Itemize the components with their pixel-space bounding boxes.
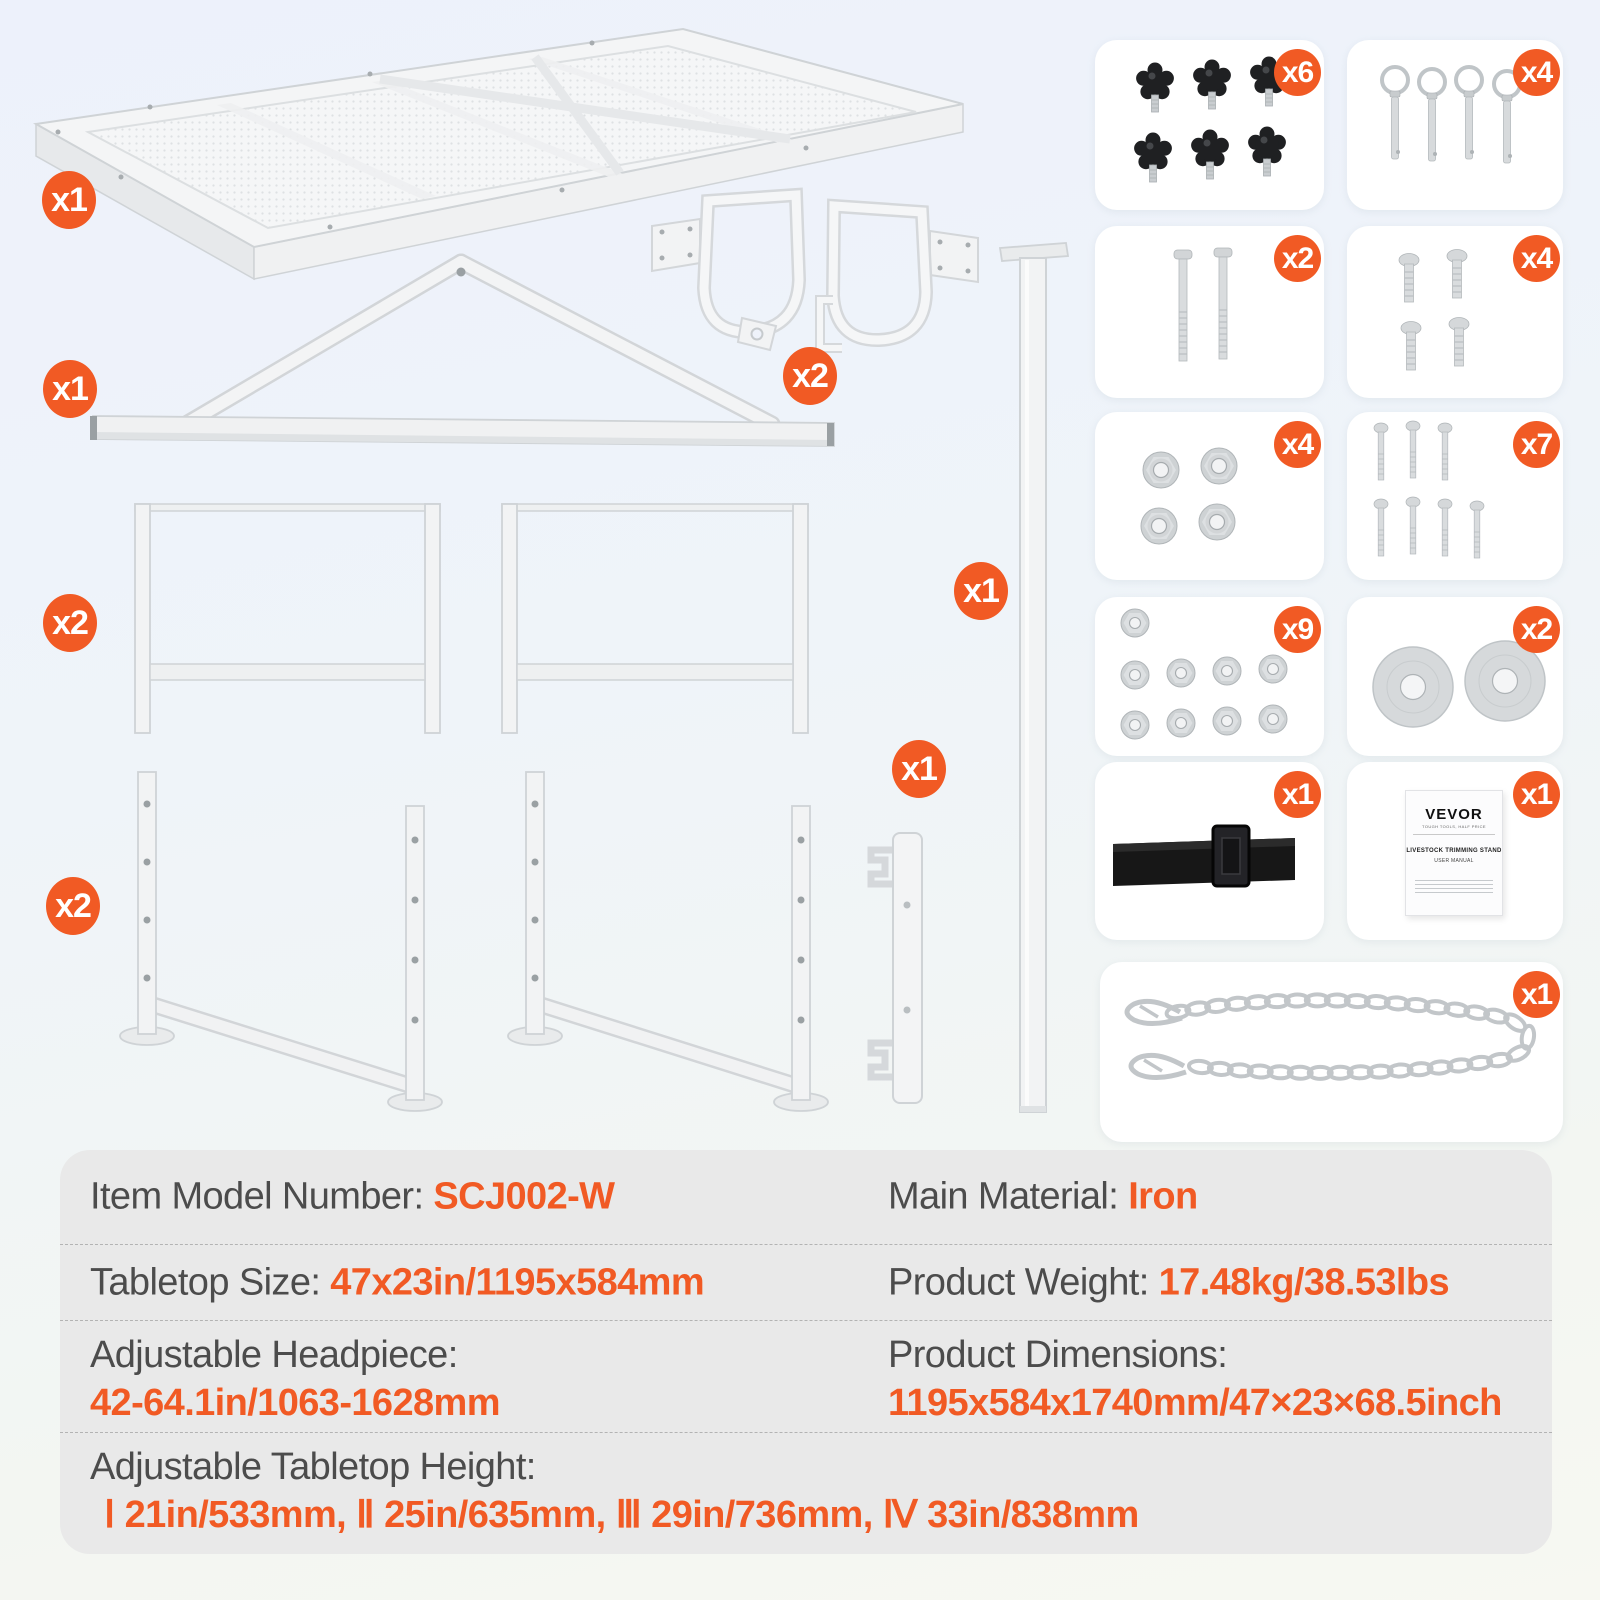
hardware-count-badge: x4 <box>1274 421 1321 468</box>
hardware-count-badge: x2 <box>1513 606 1560 653</box>
spec-label: Item Model Number: <box>90 1175 434 1218</box>
spec-label: Adjustable Tabletop Height: <box>90 1446 536 1488</box>
hardware-card-lock-nuts <box>1095 597 1324 756</box>
spec-label: Adjustable Headpiece: <box>90 1334 458 1376</box>
spec-label: Product Dimensions: <box>888 1334 1228 1376</box>
mesh-tabletop <box>36 29 963 279</box>
spec-table <box>60 1150 1552 1554</box>
spec-value: Ⅰ 21in/533mm, Ⅱ 25in/635mm, Ⅲ 29in/736mm, Ⅳ 33in/838mm <box>104 1494 1139 1536</box>
spec-weight <box>888 1261 1449 1304</box>
hardware-card-star-knobs <box>1095 40 1324 210</box>
spec-value: 42-64.1in/1063-1628mm <box>90 1382 500 1424</box>
spec-row-headpiece-dimensions <box>60 1320 1552 1432</box>
part-count-badge-support-pole: x1 <box>954 562 1008 620</box>
spec-value: 1195x584x1740mm/47×23×68.5inch <box>888 1382 1502 1424</box>
hardware-card-chain <box>1100 962 1563 1142</box>
chain-icon <box>1100 962 1563 1142</box>
upper-leg-frames <box>135 504 808 733</box>
center-support-pole <box>1000 243 1068 1112</box>
hardware-card-flange-nuts <box>1095 412 1324 580</box>
spec-label: Tabletop Size: <box>90 1261 331 1303</box>
hardware-count-badge: x6 <box>1274 49 1321 96</box>
manual-divider <box>1413 834 1495 835</box>
part-count-badge-upper-leg-frames: x2 <box>43 594 97 652</box>
hardware-count-badge: x9 <box>1274 606 1321 653</box>
manual-title: LIVESTOCK TRIMMING STAND <box>1406 848 1502 854</box>
part-count-badge-lock-rail: x1 <box>892 740 946 798</box>
hardware-card-short-bolts <box>1347 226 1563 398</box>
hardware-card-ring-pins <box>1347 40 1563 210</box>
spec-value: Iron <box>1128 1175 1198 1218</box>
hardware-count-badge: x4 <box>1513 49 1560 96</box>
part-count-badge-mesh-tabletop: x1 <box>42 171 96 229</box>
a-frame-support <box>90 262 834 446</box>
spec-material <box>888 1176 1198 1219</box>
spec-row-model-material <box>60 1150 1552 1244</box>
spec-headpiece <box>90 1331 500 1427</box>
lower-leg-frames <box>120 772 828 1111</box>
hardware-card-strap <box>1095 762 1324 940</box>
spec-tabletop-size <box>90 1261 704 1304</box>
spec-label: Product Weight: <box>888 1261 1159 1303</box>
manual-tagline: TOUGH TOOLS, HALF PRICE <box>1422 824 1486 829</box>
spec-value: SCJ002-W <box>433 1175 615 1218</box>
hardware-count-badge: x1 <box>1513 971 1560 1018</box>
headpiece-hoops <box>652 195 978 350</box>
hardware-card-user-manual <box>1347 762 1563 940</box>
user-manual <box>1405 790 1503 916</box>
hardware-count-badge: x2 <box>1274 235 1321 282</box>
spec-value: 17.48kg/38.53lbs <box>1158 1261 1450 1303</box>
spec-tabletop-height <box>90 1443 1139 1539</box>
part-count-badge-a-frame: x1 <box>43 360 97 418</box>
hardware-count-badge: x1 <box>1274 771 1321 818</box>
hardware-card-hex-bolts <box>1347 412 1563 580</box>
spec-label: Main Material: <box>888 1175 1129 1218</box>
manual-paragraph <box>1415 880 1493 896</box>
spec-row-size-weight <box>60 1244 1552 1320</box>
hardware-card-washers <box>1347 597 1563 756</box>
hardware-count-badge: x7 <box>1513 421 1560 468</box>
part-count-badge-headpiece-hoops: x2 <box>783 347 837 405</box>
chain-clip-icon <box>1131 1055 1186 1077</box>
spec-dimensions <box>888 1331 1502 1427</box>
hardware-card-long-bolts <box>1095 226 1324 398</box>
hardware-count-badge: x4 <box>1513 235 1560 282</box>
manual-subtitle: USER MANUAL <box>1434 858 1474 864</box>
spec-row-tabletop-height <box>60 1432 1552 1554</box>
hardware-count-badge: x1 <box>1513 771 1560 818</box>
spec-value: 47x23in/1195x584mm <box>330 1261 705 1303</box>
lock-rail <box>871 833 922 1103</box>
manual-brand-logo: VEVOR <box>1425 806 1483 823</box>
spec-model <box>90 1176 614 1219</box>
part-count-badge-lower-leg-frames: x2 <box>46 877 100 935</box>
